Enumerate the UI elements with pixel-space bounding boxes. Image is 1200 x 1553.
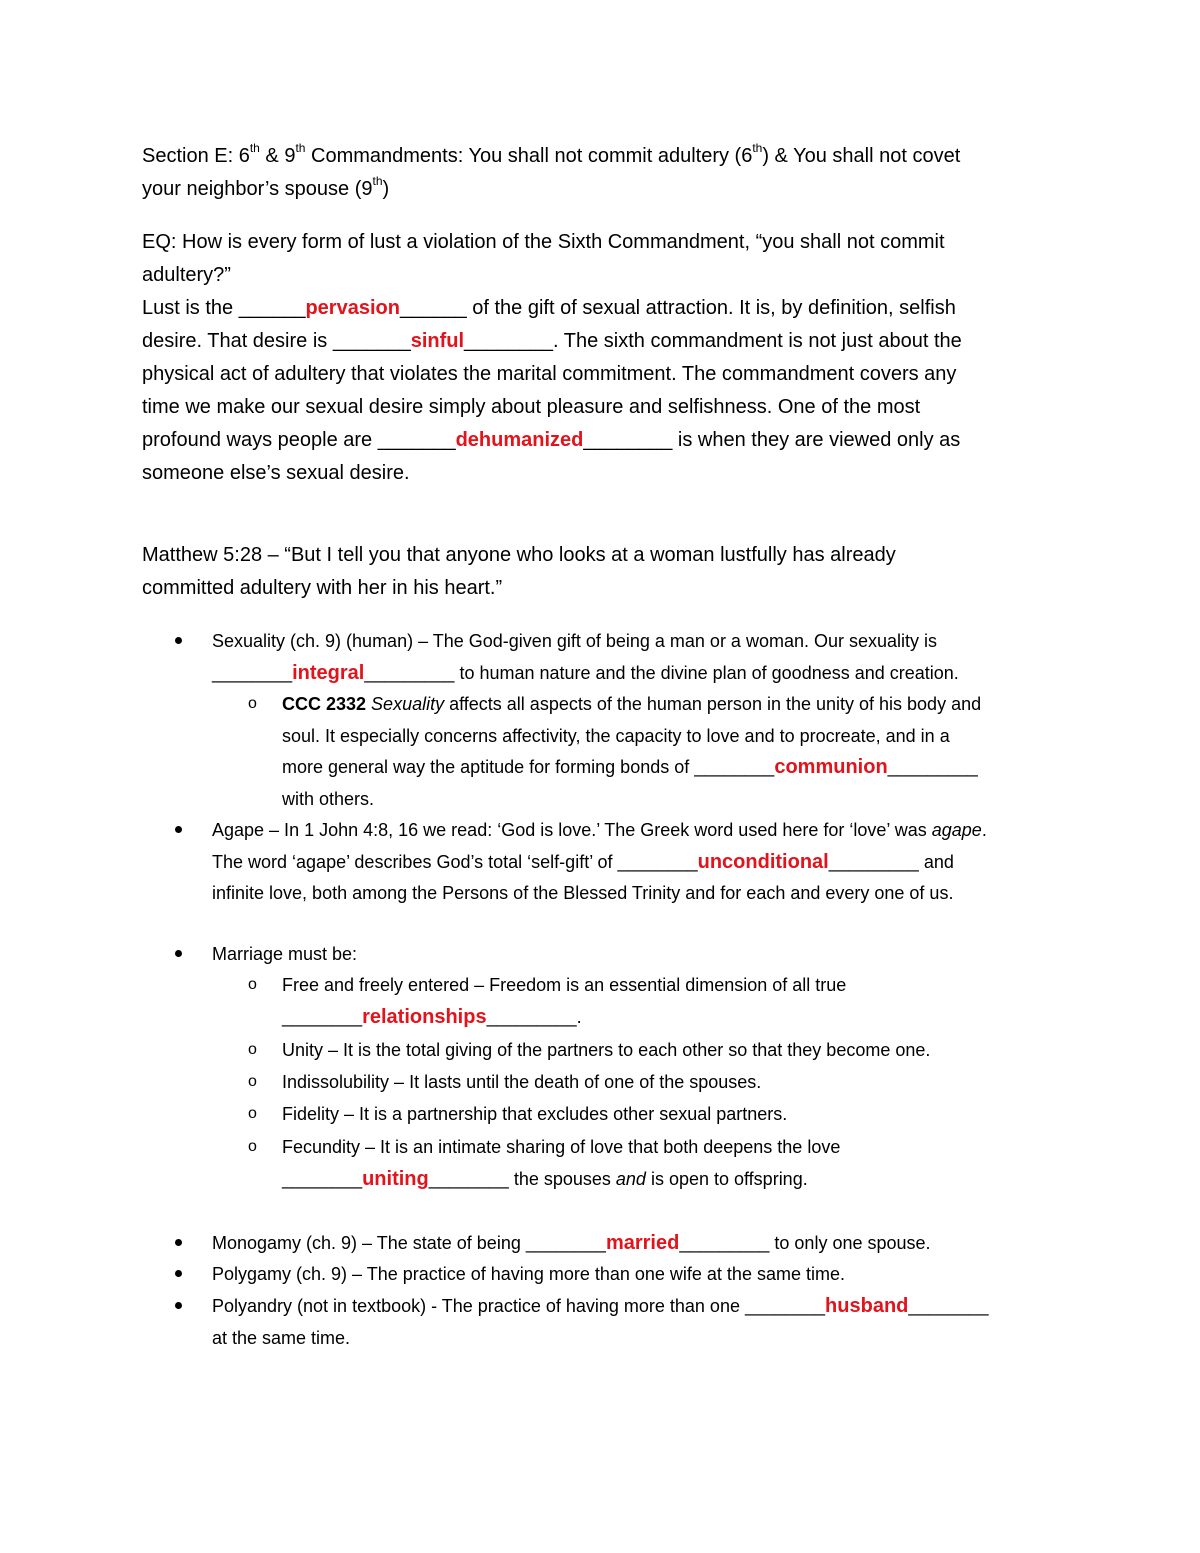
bullet-polygamy: Polygamy (ch. 9) – The practice of having more than one wife at the same time. [212, 1264, 845, 1284]
answer-married: married [605, 1232, 680, 1254]
answer-husband: husband [825, 1295, 909, 1317]
bullet-icon [173, 1300, 185, 1312]
marriage-fidelity: Fidelity – It is a partnership that excludes other sexual partners. [282, 1104, 788, 1124]
answer-communion: communion [774, 756, 888, 778]
lust-line-4: time we make our sexual desire simply about pleasure and selfishness. One of the most [142, 396, 921, 418]
marriage-unity: Unity – It is the total giving of the partners to each other so that they become one. [282, 1040, 931, 1060]
lust-line-1: Lust is the ______pervasion______ of the gift of sexual attraction. It is, by definition, selfish [142, 297, 956, 319]
bullet-icon [173, 948, 185, 960]
sub-bullet-icon [248, 1105, 257, 1123]
section-heading [142, 140, 1062, 206]
eq-line-2: adultery?” [142, 264, 231, 286]
answer-relationships: relationships [362, 1005, 487, 1028]
ccc-2332: CCC 2332 Sexuality affects all aspects of the human person in the unity of his body and soul. It especially concerns affectivity, the capacity to love and to procreate, and in a more general way the aptitude for forming bonds of ________communion_________ with others. [282, 694, 982, 809]
sub-bullet-icon [248, 976, 257, 994]
sub-bullet-icon [248, 1138, 257, 1156]
lust-line-6: someone else’s sexual desire. [142, 462, 410, 484]
marriage-indissolubility: Indissolubility – It lasts until the death of one of the spouses. [282, 1072, 762, 1092]
essential-question [142, 226, 1062, 490]
bullet-polyandry: Polyandry (not in textbook) - The practice of having more than one ________husband________ at the same time. [212, 1295, 989, 1348]
marriage-fecundity: Fecundity – It is an intimate sharing of love that both deepens the love ________uniting________ the spouses and is open to offspring. [282, 1137, 841, 1190]
lust-line-5: profound ways people are _______dehumanized________ is when they are viewed only as [142, 429, 961, 451]
answer-uniting: uniting [362, 1167, 429, 1190]
bullet-monogamy: Monogamy (ch. 9) – The state of being ________married_________ to only one spouse. [212, 1232, 931, 1254]
matthew-line-2: committed adultery with her in his heart.” [142, 577, 503, 599]
bullet-icon [173, 1268, 185, 1280]
bullet-icon [173, 824, 185, 836]
section-heading-line-2: your neighbor’s spouse (9th) [142, 174, 390, 200]
answer-unconditional: unconditional [697, 850, 829, 873]
bullet-agape: Agape – In 1 John 4:8, 16 we read: ‘God is love.’ The Greek word used here for ‘love’ was agape. The word ‘agape’ describes God’s total ‘self-gift’ of ________unconditional_________ and infinite love, both among the Persons of the Blessed Trinity and for each and every one of us. [212, 820, 987, 903]
bullet-icon [173, 635, 185, 647]
lust-line-3: physical act of adultery that violates the marital commitment. The commandment covers any [142, 363, 957, 385]
answer-dehumanized: dehumanized [455, 429, 584, 451]
marriage-free: Free and freely entered – Freedom is an essential dimension of all true ________relationships_________. [282, 975, 847, 1028]
matthew-line-1: Matthew 5:28 – “But I tell you that anyone who looks at a woman lustfully has already [142, 544, 896, 566]
sub-bullet-icon [248, 695, 257, 713]
bullet-icon [173, 1237, 185, 1249]
section-heading-line-1: Section E: 6th & 9th Commandments: You shall not commit adultery (6th) & You shall not covet [142, 141, 961, 167]
matthew-quote [142, 539, 1062, 605]
bullet-marriage: Marriage must be: [212, 944, 358, 964]
sub-bullet-icon [248, 1073, 257, 1091]
answer-sinful: sinful [410, 330, 465, 352]
lust-line-2: desire. That desire is _______sinful________. The sixth commandment is not just about the [142, 330, 962, 352]
sub-bullet-icon [248, 1041, 257, 1059]
answer-integral: integral [292, 661, 365, 684]
eq-line-1: EQ: How is every form of lust a violation of the Sixth Commandment, “you shall not commit [142, 231, 945, 253]
answer-pervasion: pervasion [305, 297, 400, 319]
bullet-sexuality: Sexuality (ch. 9) (human) – The God-given gift of being a man or a woman. Our sexuality is ________integral_________ to human nature and the divine plan of goodness and creation. [212, 631, 959, 684]
